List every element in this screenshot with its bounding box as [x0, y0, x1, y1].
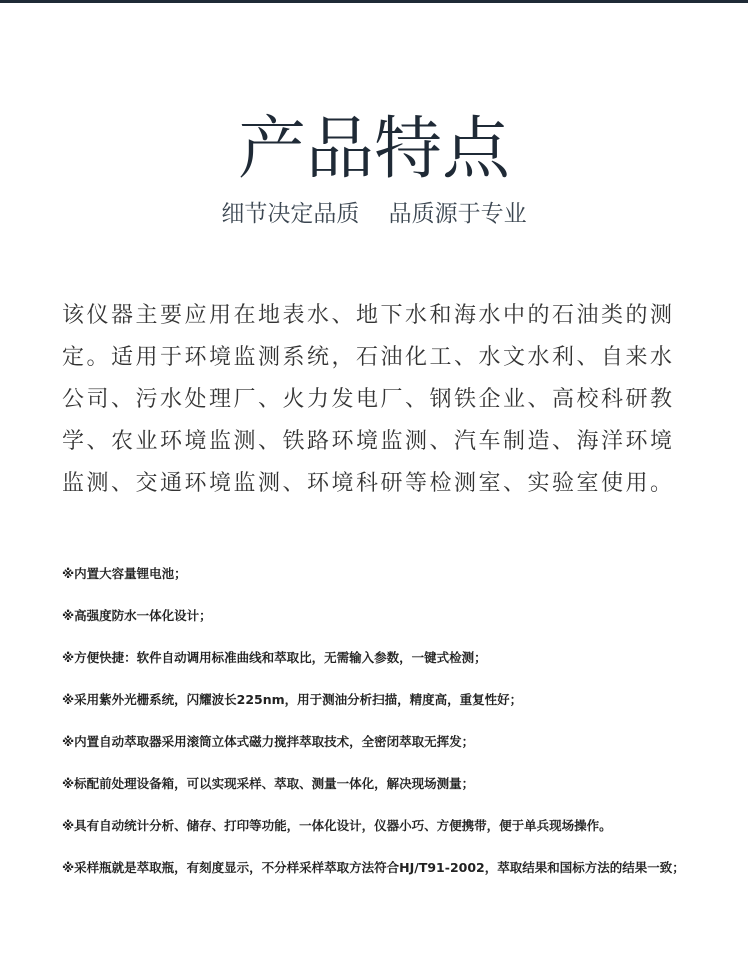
feature-item: ※采样瓶就是萃取瓶，有刻度显示，不分样采样萃取方法符合HJ/T91-2002，萃取结果和国标方法的结果一致；	[62, 860, 685, 875]
feature-item: ※高强度防水一体化设计；	[62, 608, 212, 623]
page-title: 产品特点	[237, 110, 510, 189]
feature-item: ※具有自动统计分析、储存、打印等功能，一体化设计，仪器小巧、方便携带，便于单兵现场操作。	[62, 818, 612, 833]
intro-paragraph: 该仪器主要应用在地表水、地下水和海水中的石油类的测定。适用于环境监测系统，石油化工、水文水利、自来水公司、污水处理厂、火力发电厂、钢铁企业、高校科研教学、农业环境监测、铁路环境监测、汽车制造、海洋环境监测、交通环境监测、环境科研等检测室、实验室使用。	[62, 303, 675, 496]
feature-item: ※内置大容量锂电池；	[62, 566, 187, 581]
feature-item: ※标配前处理设备箱，可以实现采样、萃取、测量一体化，解决现场测量；	[62, 776, 475, 791]
feature-list	[62, 553, 692, 889]
top-border	[0, 0, 748, 3]
page-subtitle: 细节决定品质 品质源于专业	[221, 201, 527, 227]
feature-item: ※采用紫外光栅系统，闪耀波长225nm，用于测油分析扫描，精度高，重复性好；	[62, 692, 523, 707]
feature-item: ※内置自动萃取器采用滚筒立体式磁力搅拌萃取技术，全密闭萃取无挥发；	[62, 734, 475, 749]
feature-item: ※方便快捷：软件自动调用标准曲线和萃取比，无需输入参数，一键式检测；	[62, 650, 487, 665]
